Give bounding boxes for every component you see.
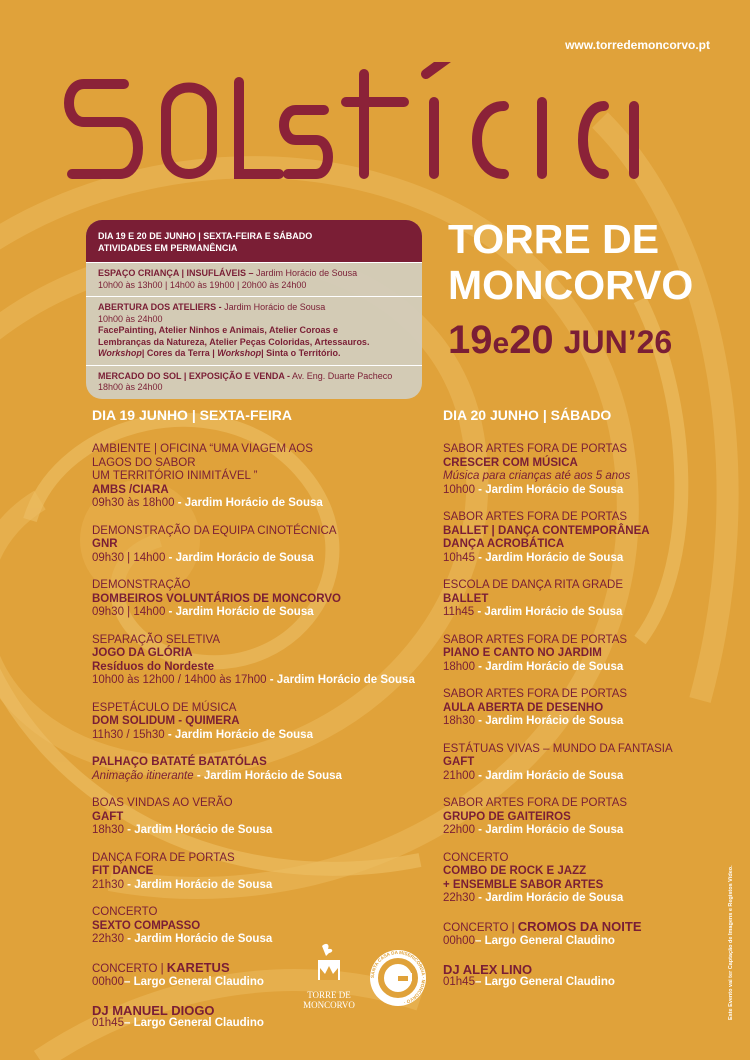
kids-times: 10h00 às 13h00 | 14h00 às 19h00 | 20h00 às 24h00: [98, 279, 307, 290]
event-title: GRUPO DE GAITEIROS: [443, 810, 571, 823]
event-place: – Largo General Claudino: [123, 1017, 264, 1029]
event-line: AMBIENTE | OFICINA “UMA VIAGEM AOS: [92, 443, 313, 455]
list-item: [443, 852, 733, 906]
misericordia-ring-text: SANTA CASA DA MISERICÓRDIA · MONCORVO ·: [369, 949, 427, 1006]
permanent-section-ateliers: [86, 296, 422, 365]
event-place: - Jardim Horácio de Sousa: [123, 878, 273, 891]
event-line: ESCOLA DE DANÇA RITA GRADE: [443, 579, 624, 591]
town-line-1: TORRE DE: [448, 216, 660, 262]
event-line: CONCERTO: [92, 906, 158, 918]
list-item: [443, 688, 733, 729]
event-title: GAFT: [92, 810, 124, 823]
event-time: 21h30: [92, 878, 124, 891]
kids-place: Jardim Horácio de Sousa: [253, 268, 358, 278]
list-item: [443, 443, 733, 497]
event-place: - Jardim Horácio de Sousa: [174, 497, 323, 509]
event-time: 22h00: [443, 824, 475, 836]
list-item: [92, 756, 432, 783]
event-line: CONCERTO: [443, 851, 509, 864]
ateliers-list-1: FacePainting, Atelier Ninhos e Animais, Atelier Coroas e: [98, 325, 339, 335]
workshop-label-2: Workshop: [217, 348, 262, 358]
event-title: CROMOS DA NOITE: [517, 918, 642, 934]
event-line: SABOR ARTES FORA DE PORTAS: [443, 797, 628, 809]
list-item: [92, 702, 432, 743]
event-title: FIT DANCE: [92, 865, 154, 877]
event-place: - Jardim Horácio de Sousa: [474, 715, 624, 727]
event-title: BOMBEIROS VOLUNTÁRIOS DE MONCORVO: [92, 592, 341, 605]
event-line: UM TERRITÓRIO INIMITÁVEL ”: [92, 470, 258, 482]
permanent-header: [86, 220, 422, 262]
event-line: DEMONSTRAÇÃO: [92, 579, 191, 591]
ateliers-title: ABERTURA DOS ATELIERS -: [98, 302, 222, 312]
event-title: JOGO DA GLÓRIA: [92, 647, 193, 659]
event-place: - Jardim Horácio de Sousa: [165, 551, 314, 564]
event-time: 11h30 / 15h30: [92, 728, 165, 741]
filming-notice: [718, 840, 732, 1020]
market-times: 18h00 às 24h00: [98, 382, 163, 392]
event-title: DJ ALEX LINO: [443, 961, 533, 977]
list-item: [443, 511, 733, 565]
event-line: DANÇA FORA DE PORTAS: [92, 851, 235, 864]
event-time: 22h30: [92, 933, 124, 945]
event-time: 18h30: [92, 824, 124, 836]
event-time: Animação itinerante: [92, 769, 194, 782]
event-place: - Jardim Horácio de Sousa: [123, 824, 273, 836]
event-title: SEXTO COMPASSO: [92, 919, 201, 932]
event-line: BOAS VINDAS AO VERÃO: [92, 797, 233, 809]
event-place: - Jardim Horácio de Sousa: [164, 728, 313, 741]
workshop-label-1: Workshop: [98, 348, 142, 358]
event-time: 11h45: [443, 606, 475, 618]
ateliers-list-2: Lembranças da Natureza, Atelier Peças Coloridas, Artessauros.: [98, 336, 370, 347]
date-month: JUN’26: [563, 324, 673, 360]
event-place: – Largo General Claudino: [474, 976, 615, 988]
list-item: [92, 634, 432, 688]
event-title: BALLET: [443, 592, 489, 605]
event-line: SABOR ARTES FORA DE PORTAS: [443, 511, 628, 523]
event-time: 00h00: [443, 935, 475, 947]
list-item: [443, 920, 733, 949]
date-a: 19: [448, 318, 493, 362]
date-b: 20: [509, 318, 554, 362]
event-title: CRESCER COM MÚSICA: [443, 456, 578, 469]
list-item: [443, 743, 733, 784]
kids-title: ESPAÇO CRIANÇA | INSUFLÁVEIS –: [98, 268, 254, 278]
event-line: Música para crianças até aos 5 anos: [443, 470, 631, 482]
list-item: [443, 963, 733, 990]
event-title: PALHAÇO BATATÉ BATATÓLAS: [92, 756, 267, 768]
event-time: 10h00: [443, 483, 475, 496]
filming-notice-text: Este Evento vai ter Captação de Imagens e Registos Vídeo.: [728, 865, 734, 1020]
event-place: - Jardim Horácio de Sousa: [474, 769, 624, 782]
town-line-2: MONCORVO: [448, 262, 694, 308]
event-place: - Jardim Horácio de Sousa: [266, 674, 415, 686]
event-time: 09h30 | 14h00: [92, 606, 166, 618]
event-time: 10h45: [443, 551, 475, 564]
torre-de-moncorvo-logo: [303, 944, 355, 1010]
event-time: 01h45: [443, 976, 475, 988]
event-time: 10h00 às 12h00 / 14h00 às 17h00: [92, 674, 267, 686]
list-item: [443, 634, 733, 675]
event-title: GAFT: [443, 756, 475, 768]
event-line: LAGOS DO SABOR: [92, 456, 196, 469]
event-time: 18h00: [443, 660, 475, 673]
solsticio-wordmark: [64, 62, 750, 212]
permanent-header-line-1: DIA 19 E 20 DE JUNHO | SEXTA-FEIRA E SÁBADO: [98, 231, 313, 241]
list-item: [443, 579, 733, 620]
day-19-heading: DIA 19 JUNHO | SEXTA-FEIRA: [92, 407, 292, 423]
event-time: 01h45: [92, 1017, 124, 1029]
list-item: [92, 525, 432, 566]
logo-text-line-1: TORRE DE: [307, 990, 351, 1000]
permanent-section-kids: [86, 262, 422, 296]
event-title: COMBO DE ROCK E JAZZ: [443, 865, 587, 877]
day-20-column: [443, 407, 733, 1004]
logo-text-line-2: MONCORVO: [303, 1000, 355, 1010]
event-time: 09h30 | 14h00: [92, 551, 166, 564]
event-title: PIANO E CANTO NO JARDIM: [443, 647, 602, 659]
event-place: - Jardim Horácio de Sousa: [474, 660, 624, 673]
market-place: Av. Eng. Duarte Pacheco: [290, 370, 393, 381]
event-time: 00h00: [92, 976, 124, 988]
event-place: - Jardim Horácio de Sousa: [474, 483, 624, 496]
event-time: 21h00: [443, 769, 475, 782]
date-connector: e: [492, 327, 510, 360]
day-20-heading: DIA 20 JUNHO | SÁBADO: [443, 407, 612, 423]
event-time: 09h30 às 18h00: [92, 497, 175, 509]
event-place: - Jardim Horácio de Sousa: [474, 551, 624, 564]
event-place: - Jardim Horácio de Sousa: [474, 824, 624, 836]
event-line: SABOR ARTES FORA DE PORTAS: [443, 633, 628, 646]
event-place: - Jardim Horácio de Sousa: [474, 892, 624, 904]
permanent-header-line-2: ATIVIDADES EM PERMANÊNCIA: [98, 243, 238, 253]
town-name: [448, 216, 693, 308]
event-line: SABOR ARTES FORA DE PORTAS: [443, 443, 628, 455]
event-line: SEPARAÇÃO SELETIVA: [92, 633, 221, 646]
event-line: Resíduos do Nordeste: [92, 660, 215, 673]
event-title: DOM SOLIDUM - QUIMERA: [92, 715, 240, 727]
event-time: 22h30: [443, 892, 475, 904]
market-title: MERCADO DO SOL | EXPOSIÇÃO E VENDA -: [98, 370, 291, 381]
event-title: DJ MANUEL DIOGO: [92, 1002, 215, 1018]
event-place: – Largo General Claudino: [474, 935, 615, 947]
event-place: – Largo General Claudino: [123, 976, 264, 988]
workshop-1: | Cores da Terra |: [141, 348, 218, 358]
list-item: [443, 797, 733, 838]
sponsor-logos: [300, 940, 430, 1020]
permanent-section-market: [86, 365, 422, 399]
event-time: 18h30: [443, 715, 475, 727]
event-place: - Jardim Horácio de Sousa: [193, 769, 342, 782]
list-item: [92, 443, 432, 511]
event-place: - Jardim Horácio de Sousa: [165, 606, 314, 618]
event-line: SABOR ARTES FORA DE PORTAS: [443, 688, 628, 700]
event-line: ESTÁTUAS VIVAS – MUNDO DA FANTASIA: [443, 742, 673, 755]
event-line: CONCERTO |: [92, 962, 167, 975]
event-line: + ENSEMBLE SABOR ARTES: [443, 878, 604, 891]
workshop-2: | Sinta o Território.: [261, 348, 341, 358]
ateliers-times: 10h00 às 24h00: [98, 313, 163, 324]
event-title: AMBS /CIARA: [92, 483, 169, 496]
event-line: CONCERTO |: [443, 921, 518, 934]
permanent-activities-panel: [86, 220, 422, 399]
list-item: [92, 797, 432, 838]
event-line: ESPETÁCULO DE MÚSICA: [92, 701, 237, 714]
event-dates: [448, 315, 672, 369]
list-item: [92, 852, 432, 893]
event-title: KARETUS: [166, 959, 230, 975]
event-title: AULA ABERTA DE DESENHO: [443, 701, 604, 714]
event-title: GNR: [92, 538, 118, 550]
list-item: [92, 579, 432, 620]
misericordia-logo: [370, 950, 426, 1006]
ateliers-place: Jardim Horácio de Sousa: [221, 302, 326, 312]
event-place: - Jardim Horácio de Sousa: [123, 933, 273, 945]
event-line: DANÇA ACROBÁTICA: [443, 538, 565, 550]
website-url[interactable]: www.torredemoncorvo.pt: [565, 38, 710, 52]
event-line: DEMONSTRAÇÃO DA EQUIPA CINOTÉCNICA: [92, 524, 337, 537]
event-place: - Jardim Horácio de Sousa: [474, 606, 623, 618]
event-title: BALLET | DANÇA CONTEMPORÂNEA: [443, 524, 650, 537]
